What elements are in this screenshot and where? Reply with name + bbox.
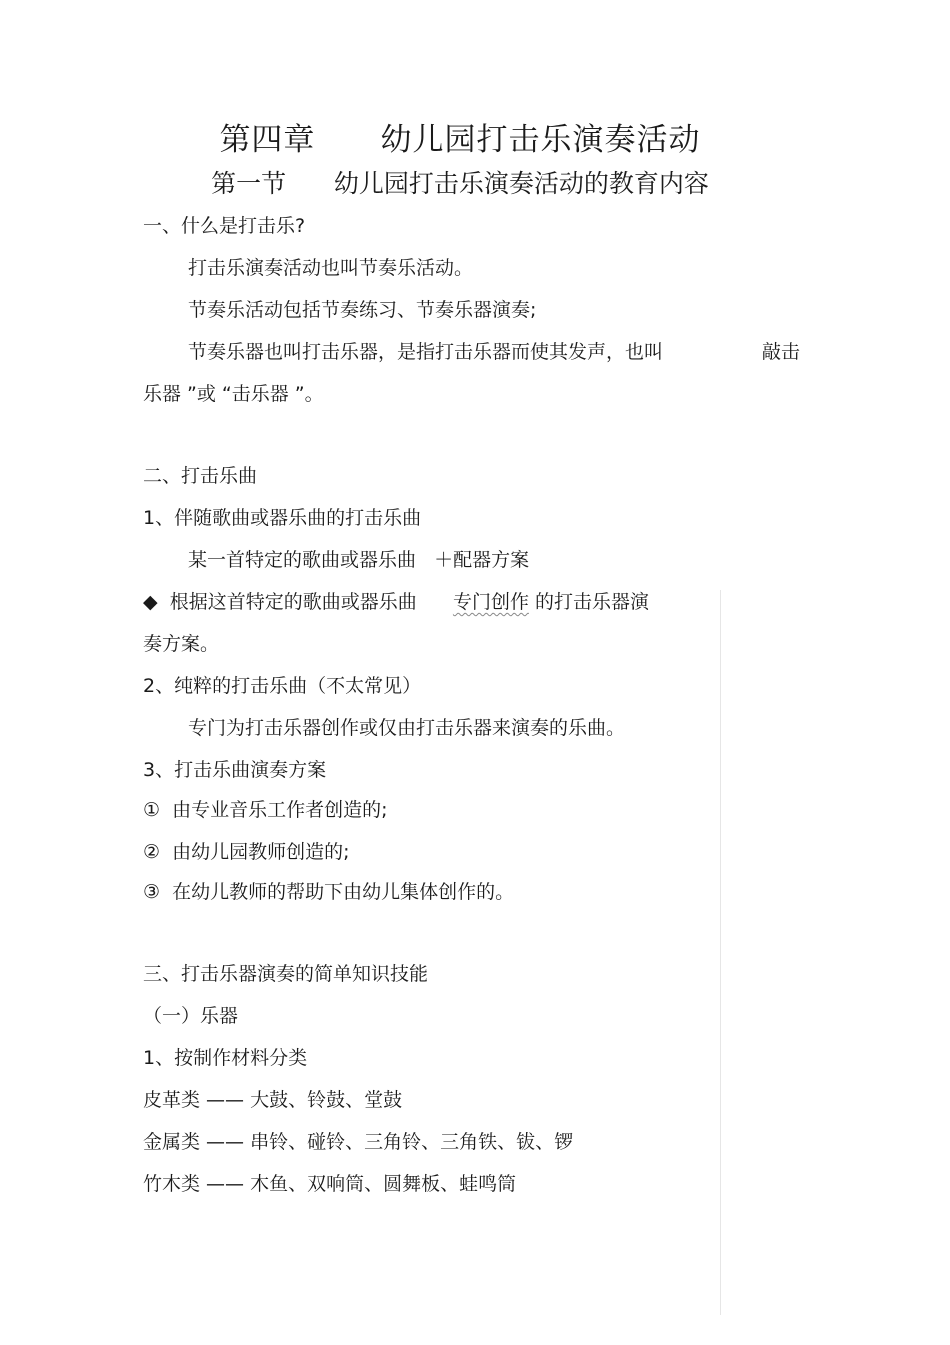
part2-item-3: 3、打击乐曲演奏方案: [143, 759, 327, 781]
part3-item-1: 1、按制作材料分类: [143, 1047, 308, 1069]
part2-sub-item-1: ① 由专业音乐工作者创造的;: [143, 799, 388, 821]
part2-item-2-description: 专门为打击乐器创作或仅由打击乐器来演奏的乐曲。: [188, 717, 626, 739]
section-title: 第一节 幼儿园打击乐演奏活动的教育内容: [211, 169, 709, 198]
margin-rule: [720, 590, 721, 1315]
part1-heading: 一、什么是打击乐?: [143, 215, 306, 237]
part2-item-1-description: 某一首特定的歌曲或器乐曲 ＋配器方案: [188, 549, 530, 571]
instrument-bamboo: 竹木类 —— 木鱼、双响筒、圆舞板、蛙鸣筒: [143, 1173, 517, 1195]
chapter-title: 第四章 幼儿园打击乐演奏活动: [219, 122, 701, 158]
part2-item-2: 2、纯粹的打击乐曲（不太常见）: [143, 675, 422, 697]
part1-paragraph-3: 节奏乐器也叫打击乐器，是指打击乐器而使其发声，也叫: [188, 341, 664, 363]
part2-sub-item-2: ② 由幼儿园教师创造的;: [143, 841, 350, 863]
part2-bullet: [143, 588, 649, 616]
part1-paragraph-2: 节奏乐活动包括节奏练习、节奏乐器演奏;: [188, 299, 537, 321]
bullet-text-end: 的打击乐器演: [528, 591, 649, 613]
instrument-metal: 金属类 —— 串铃、碰铃、三角铃、三角铁、钹、锣: [143, 1131, 574, 1153]
bullet-emphasis: 专门创作: [452, 591, 529, 613]
part2-item-1: 1、伴随歌曲或器乐曲的打击乐曲: [143, 507, 422, 529]
part3-subheading: （一）乐器: [143, 1005, 239, 1027]
bullet-text-start: ◆ 根据这首特定的歌曲或器乐曲: [143, 591, 453, 613]
part2-sub-item-3: ③ 在幼儿教师的帮助下由幼儿集体创作的。: [143, 881, 515, 903]
instrument-leather: 皮革类 —— 大鼓、铃鼓、堂鼓: [143, 1089, 403, 1111]
part2-bullet-continued: 奏方案。: [143, 633, 220, 655]
part1-paragraph-1: 打击乐演奏活动也叫节奏乐活动。: [188, 257, 474, 279]
part1-paragraph-3-continued: 乐器 ”或 “击乐器 ”。: [143, 383, 324, 405]
part2-heading: 二、打击乐曲: [143, 465, 258, 487]
part3-heading: 三、打击乐器演奏的简单知识技能: [143, 963, 429, 985]
part1-paragraph-3-end: 敲击: [762, 341, 801, 363]
